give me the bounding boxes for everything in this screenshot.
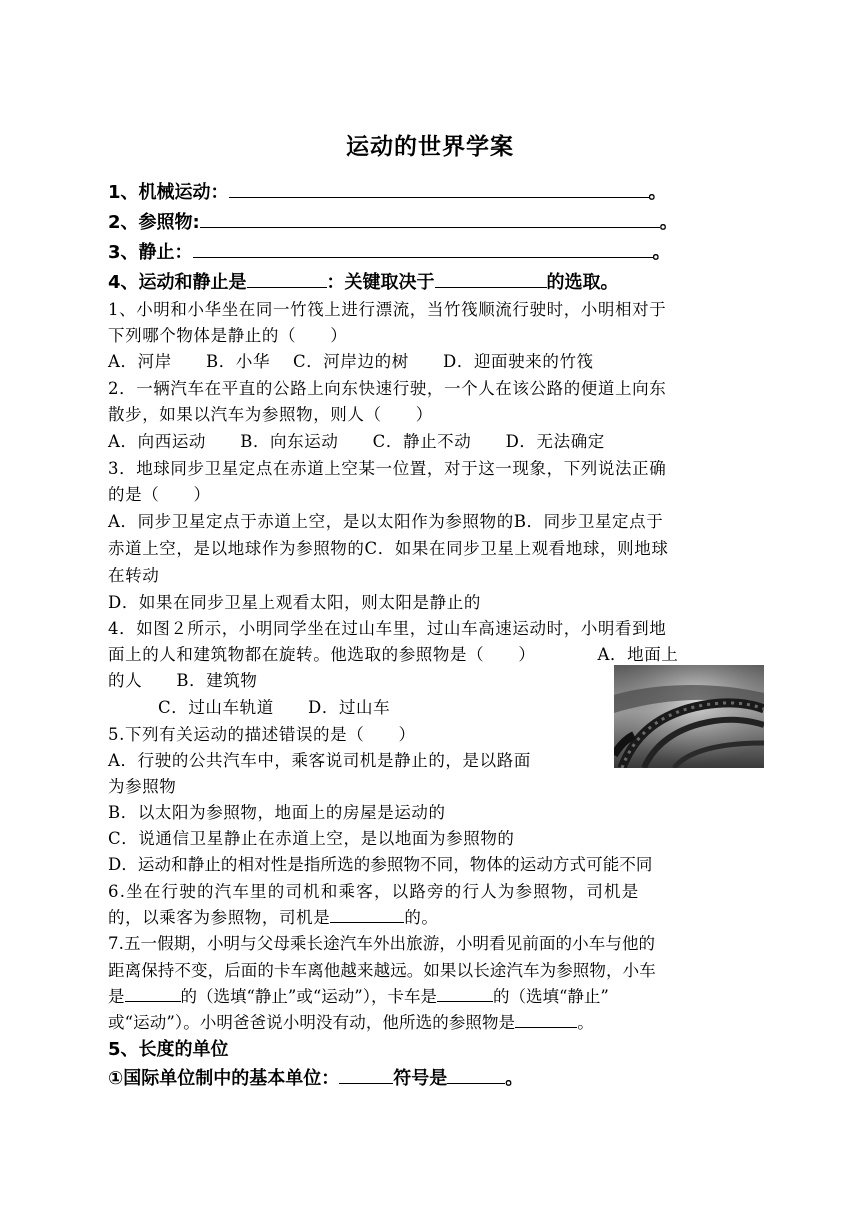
q2-line-2: 散步，如果以汽车为参照物，则人（ ）	[108, 405, 433, 424]
q3-line-2: 的是（ ）	[108, 485, 211, 504]
q5-line-3: 为参照物	[108, 777, 177, 796]
q7-line-4-text-a: 或“运动”）。小明爸爸说小明没有动，他所选的参照物是	[108, 1013, 516, 1032]
q7-line-3-text-a: 是	[108, 987, 125, 1006]
section-3-label: 3、静止：	[108, 242, 193, 263]
section-4-blank-1[interactable]	[247, 269, 327, 288]
roller-coaster-photo	[614, 665, 764, 768]
q4-line-4: C．过山车轨道 D．过山车	[158, 698, 391, 717]
q7-line-3-text-c: 的（选填“静止”	[493, 987, 609, 1006]
section-5-heading: 5、长度的单位	[108, 1039, 229, 1060]
section-5-text-a: ①国际单位制中的基本单位：	[108, 1068, 340, 1089]
q5-option-b: B．以太阳为参照物，地面上的房屋是运动的	[108, 803, 446, 822]
q2-line-1: 2．一辆汽车在平直的公路上向东快速行驶，一个人在该公路的便道上向东	[108, 379, 667, 398]
section-4-line	[108, 268, 619, 294]
q4-line-2	[108, 641, 678, 665]
section-4-text-c: 的选取。	[546, 272, 619, 293]
q7-line-4-text-b: 。	[577, 1013, 594, 1032]
q7-line-3	[108, 983, 609, 1007]
page-title: 运动的世界学案	[346, 134, 514, 160]
q1-options: A．河岸 B．小华 C．河岸边的树 D．迎面驶来的竹筏	[108, 352, 594, 371]
section-2-end: 。	[659, 212, 678, 233]
section-3-blank[interactable]	[193, 239, 653, 258]
q3-line-1: 3．地球同步卫星定点在赤道上空某一位置，对于这一现象，下列说法正确	[108, 459, 667, 478]
q3-line-5: 在转动	[108, 566, 160, 585]
section-2-line	[108, 208, 678, 234]
q7-line-3-text-b: 的（选填“静止”或“运动”），卡车是	[180, 987, 437, 1006]
q6-line-2-text-a: 的，以乘客为参照物，司机是	[108, 908, 331, 927]
q5-line-1: 5.下列有关运动的描述错误的是（ ）	[108, 725, 416, 744]
section-5-blank-1[interactable]	[339, 1065, 393, 1084]
q6-line-2	[108, 904, 439, 928]
section-4-text-b: ：关键取决于	[326, 272, 435, 293]
q7-line-4	[108, 1009, 594, 1033]
q6-blank[interactable]	[330, 906, 404, 923]
q4-line-3: 的人 B．建筑物	[108, 671, 258, 690]
q4-option-a: A．地面上	[597, 645, 679, 664]
q7-blank-1[interactable]	[125, 985, 181, 1002]
q4-line-2-text: 面上的人和建筑物都在旋转。他选取的参照物是（ ）	[108, 645, 536, 664]
q3-line-3: A．同步卫星定点于赤道上空，是以太阳作为参照物的B．同步卫星定点于	[108, 512, 664, 531]
q7-blank-2[interactable]	[437, 985, 493, 1002]
section-1-blank[interactable]	[229, 179, 649, 198]
q5-option-c: C．说通信卫星静止在赤道上空，是以地面为参照物的	[108, 829, 515, 848]
q6-line-2-text-b: 的。	[404, 908, 439, 927]
q4-line-1: 4．如图２所示，小明同学坐在过山车里，过山车高速运动时，小明看到地	[108, 619, 667, 638]
section-4-blank-2[interactable]	[435, 269, 547, 288]
q7-line-1: 7.五一假期，小明与父母乘长途汽车外出旅游，小明看见前面的小车与他的	[108, 934, 656, 953]
section-3-end: 。	[652, 242, 671, 263]
section-1-end: 。	[648, 182, 667, 203]
q3-line-6: D．如果在同步卫星上观看太阳，则太阳是静止的	[108, 593, 481, 612]
q2-options: A．向西运动 B．向东运动 C．静止不动 D．无法确定	[108, 432, 605, 451]
section-2-label: 2、参照物:	[108, 212, 200, 233]
section-3-line	[108, 238, 671, 264]
q6-line-1: 6.坐在行驶的汽车里的司机和乘客，以路旁的行人为参照物，司机是	[108, 882, 640, 901]
q7-blank-3[interactable]	[515, 1011, 577, 1028]
section-1-label: 1、机械运动：	[108, 182, 229, 203]
q5-line-2: A．行驶的公共汽车中，乘客说司机是静止的，是以路面	[108, 751, 531, 770]
q1-line-2: 下列哪个物体是静止的（ ）	[108, 326, 348, 345]
q5-option-d: D．运动和静止的相对性是指所选的参照物不同，物体的运动方式可能不同	[108, 855, 653, 874]
section-5-question	[108, 1064, 523, 1090]
section-5-text-b: 符号是	[393, 1068, 448, 1089]
q3-line-4: 赤道上空，是以地球作为参照物的C．如果在同步卫星上观看地球，则地球	[108, 539, 669, 558]
section-2-blank[interactable]	[200, 209, 660, 228]
section-1-line	[108, 178, 667, 204]
section-5-text-c: 。	[505, 1068, 524, 1089]
section-5-blank-2[interactable]	[447, 1065, 505, 1084]
section-4-text-a: 4、运动和静止是	[108, 272, 247, 293]
q7-line-2: 距离保持不变，后面的卡车离他越来越远。如果以长途汽车为参照物，小车	[108, 961, 656, 980]
q1-line-1: 1、小明和小华坐在同一竹筏上进行漂流，当竹筏顺流行驶时，小明相对于	[108, 300, 667, 319]
